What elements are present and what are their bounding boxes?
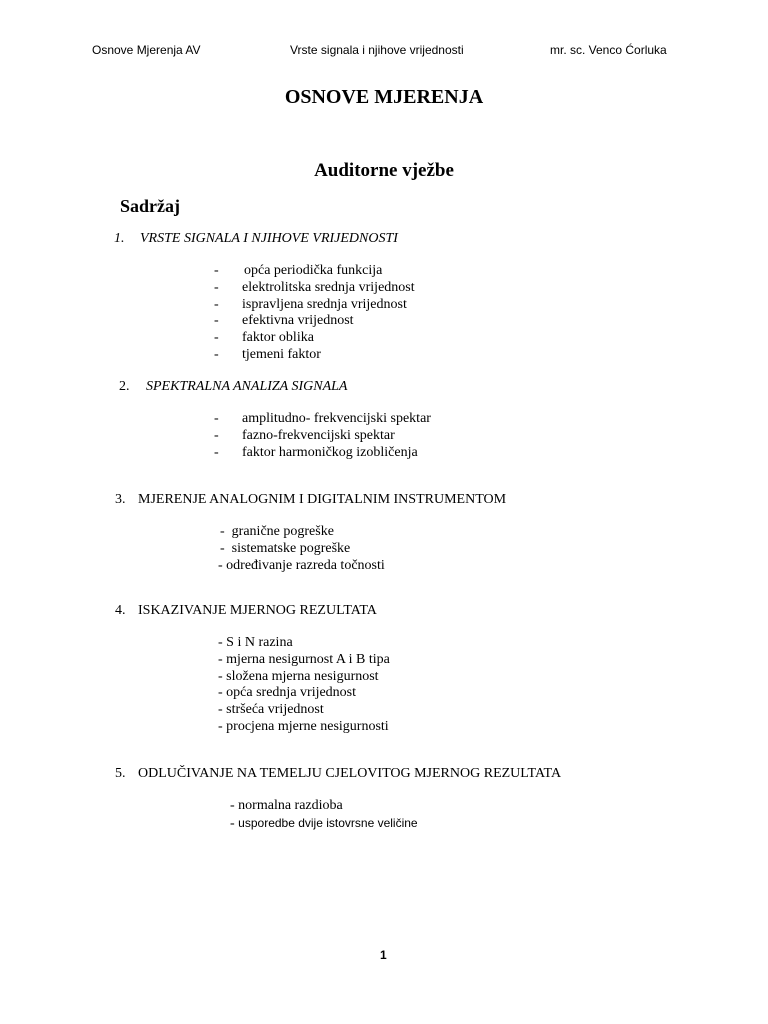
section-3-items — [220, 524, 385, 574]
header-center: Vrste signala i njihove vrijednosti — [290, 43, 464, 57]
list-item: - fazno-frekvencijski spektar — [214, 427, 395, 443]
document-subtitle: Auditorne vježbe — [314, 160, 454, 181]
list-item: - ispravljena srednja vrijednost — [214, 296, 407, 312]
section-title: VRSTE SIGNALA I NJIHOVE VRIJEDNOSTI — [140, 231, 398, 246]
list-item: - sistematske pogreške — [220, 540, 351, 556]
section-title: ISKAZIVANJE MJERNOG REZULTATA — [138, 603, 377, 618]
page-number: 1 — [380, 948, 387, 962]
list-item: - efektivna vrijednost — [214, 313, 354, 329]
section-5-items — [230, 798, 418, 832]
section-number: 2. — [119, 379, 130, 394]
list-item: - opća srednja vrijednost — [218, 685, 357, 701]
section-2-heading — [119, 379, 347, 395]
header-right: mr. sc. Venco Ćorluka — [550, 43, 667, 57]
list-item: - normalna razdioba — [230, 798, 343, 813]
section-title: MJERENJE ANALOGNIM I DIGITALNIM INSTRUMENTOM — [138, 492, 507, 507]
list-item: - elektrolitska srednja vrijednost — [214, 279, 415, 295]
list-item: - faktor harmoničkog izobličenja — [214, 444, 418, 460]
section-number: 1. — [114, 231, 125, 246]
section-number: 4. — [115, 603, 126, 618]
list-item: - amplitudno- frekvencijski spektar — [214, 411, 431, 426]
list-item: - S i N razina — [218, 635, 293, 650]
section-number: 5. — [115, 766, 126, 781]
section-1-heading — [114, 231, 398, 247]
section-1-items — [214, 263, 415, 364]
list-item: - tjemeni faktor — [214, 346, 321, 362]
section-title: ODLUČIVANJE NA TEMELJU CJELOVITOG MJERNOG REZULTATA — [138, 766, 562, 781]
list-item: - određivanje razreda točnosti — [218, 557, 385, 573]
section-title: SPEKTRALNA ANALIZA SIGNALA — [146, 379, 348, 394]
list-item: - procjena mjerne nesigurnosti — [218, 718, 389, 734]
document-title: OSNOVE MJERENJA — [284, 86, 484, 108]
list-item: - faktor oblika — [214, 330, 314, 346]
section-5-heading — [115, 766, 561, 782]
toc-heading: Sadržaj — [120, 196, 180, 216]
section-3-heading — [115, 492, 506, 508]
list-item: - graničnе pogreške — [220, 524, 334, 539]
list-item: - mjerna nesigurnost A i B tipa — [218, 651, 390, 667]
list-item: - složena mjerna nesigurnost — [218, 668, 379, 684]
section-2-items — [214, 411, 431, 461]
section-4-items — [218, 635, 390, 736]
list-item: - usporedbe dvije istovrsne veličine — [230, 815, 418, 831]
section-4-heading — [115, 603, 377, 619]
section-number: 3. — [115, 492, 126, 507]
list-item: - stršeća vrijednost — [218, 702, 324, 718]
header-left: Osnove Mjerenja AV — [92, 43, 201, 57]
list-item: - opća periodička funkcija — [214, 263, 383, 278]
